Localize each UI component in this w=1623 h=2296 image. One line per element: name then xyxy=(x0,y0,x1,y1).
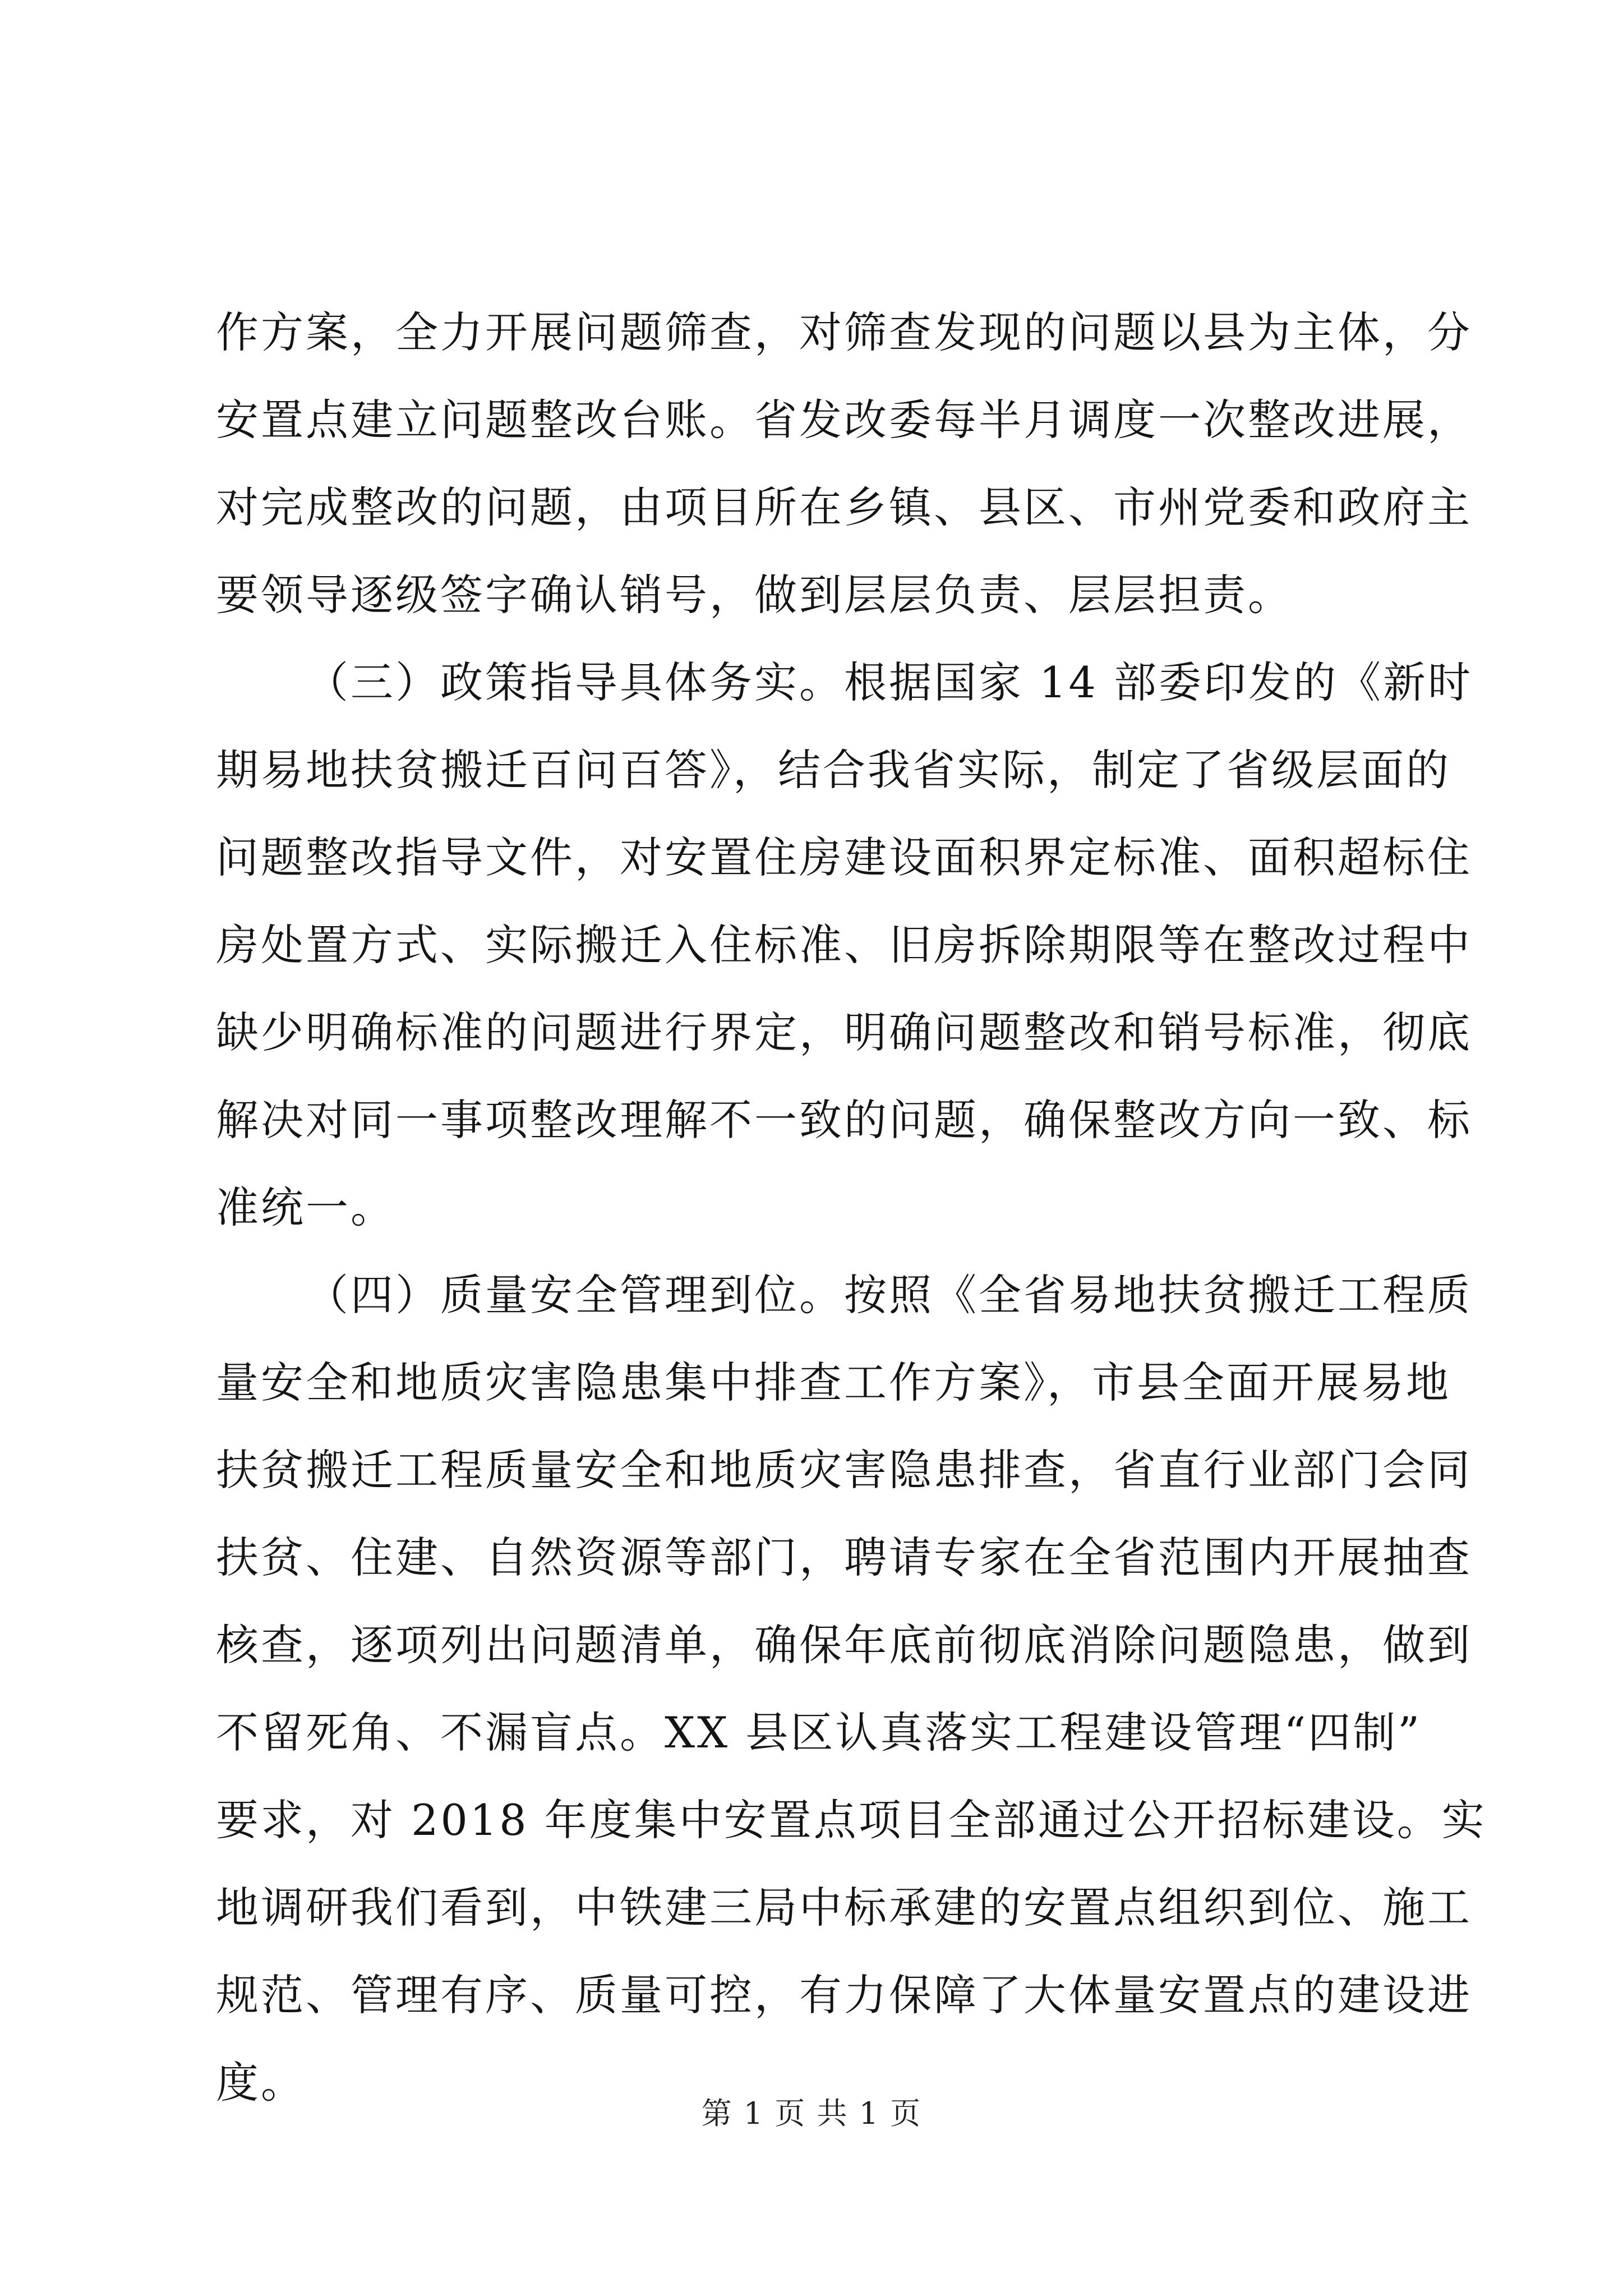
text-line: 规范、管理有序、质量可控，有力保障了大体量安置点的建设进 xyxy=(216,1970,1472,2020)
text-line: 准统一。 xyxy=(216,1182,395,1232)
text-line: 扶贫、住建、自然资源等部门，聘请专家在全省范围内开展抽查 xyxy=(216,1533,1472,1582)
page-footer xyxy=(0,2091,1623,2136)
page-number-label: 第 1 页 共 1 页 xyxy=(701,2096,922,2131)
text-line: 作方案，全力开展问题筛查，对筛查发现的问题以县为主体，分 xyxy=(216,307,1472,357)
section-3-heading-line: （三）政策指导具体务实。根据国家 14 部委印发的《新时 xyxy=(306,657,1473,707)
document-body xyxy=(216,289,1487,2127)
text-line: 度。 xyxy=(216,2058,306,2108)
text-line: 问题整改指导文件，对安置住房建设面积界定标准、面积超标住 xyxy=(216,832,1472,882)
text-line: 解决对同一事项整改理解不一致的问题，确保整改方向一致、标 xyxy=(216,1095,1472,1145)
text-line: 安置点建立问题整改台账。省发改委每半月调度一次整改进展， xyxy=(216,395,1472,445)
text-line: 扶贫搬迁工程质量安全和地质灾害隐患排查，省直行业部门会同 xyxy=(216,1445,1472,1495)
text-line: 不留死角、不漏盲点。XX 县区认真落实工程建设管理“四制” xyxy=(216,1708,1422,1757)
text-line: 对完成整改的问题，由项目所在乡镇、县区、市州党委和政府主 xyxy=(216,482,1472,532)
text-line: 缺少明确标准的问题进行界定，明确问题整改和销号标准，彻底 xyxy=(216,1007,1472,1057)
text-line: 量安全和地质灾害隐患集中排查工作方案》，市县全面开展易地 xyxy=(216,1358,1451,1407)
text-line: 期易地扶贫搬迁百问百答》，结合我省实际，制定了省级层面的 xyxy=(216,745,1451,795)
text-line: 地调研我们看到，中铁建三局中标承建的安置点组织到位、施工 xyxy=(216,1883,1472,1932)
text-line: 房处置方式、实际搬迁入住标准、旧房拆除期限等在整改过程中 xyxy=(216,920,1472,970)
section-4-heading-line: （四）质量安全管理到位。按照《全省易地扶贫搬迁工程质 xyxy=(306,1270,1472,1320)
text-line: 要求，对 2018 年度集中安置点项目全部通过公开招标建设。实 xyxy=(216,1795,1487,1845)
text-line: 核查，逐项列出问题清单，确保年底前彻底消除问题隐患，做到 xyxy=(216,1620,1472,1670)
text-line: 要领导逐级签字确认销号，做到层层负责、层层担责。 xyxy=(216,570,1293,620)
